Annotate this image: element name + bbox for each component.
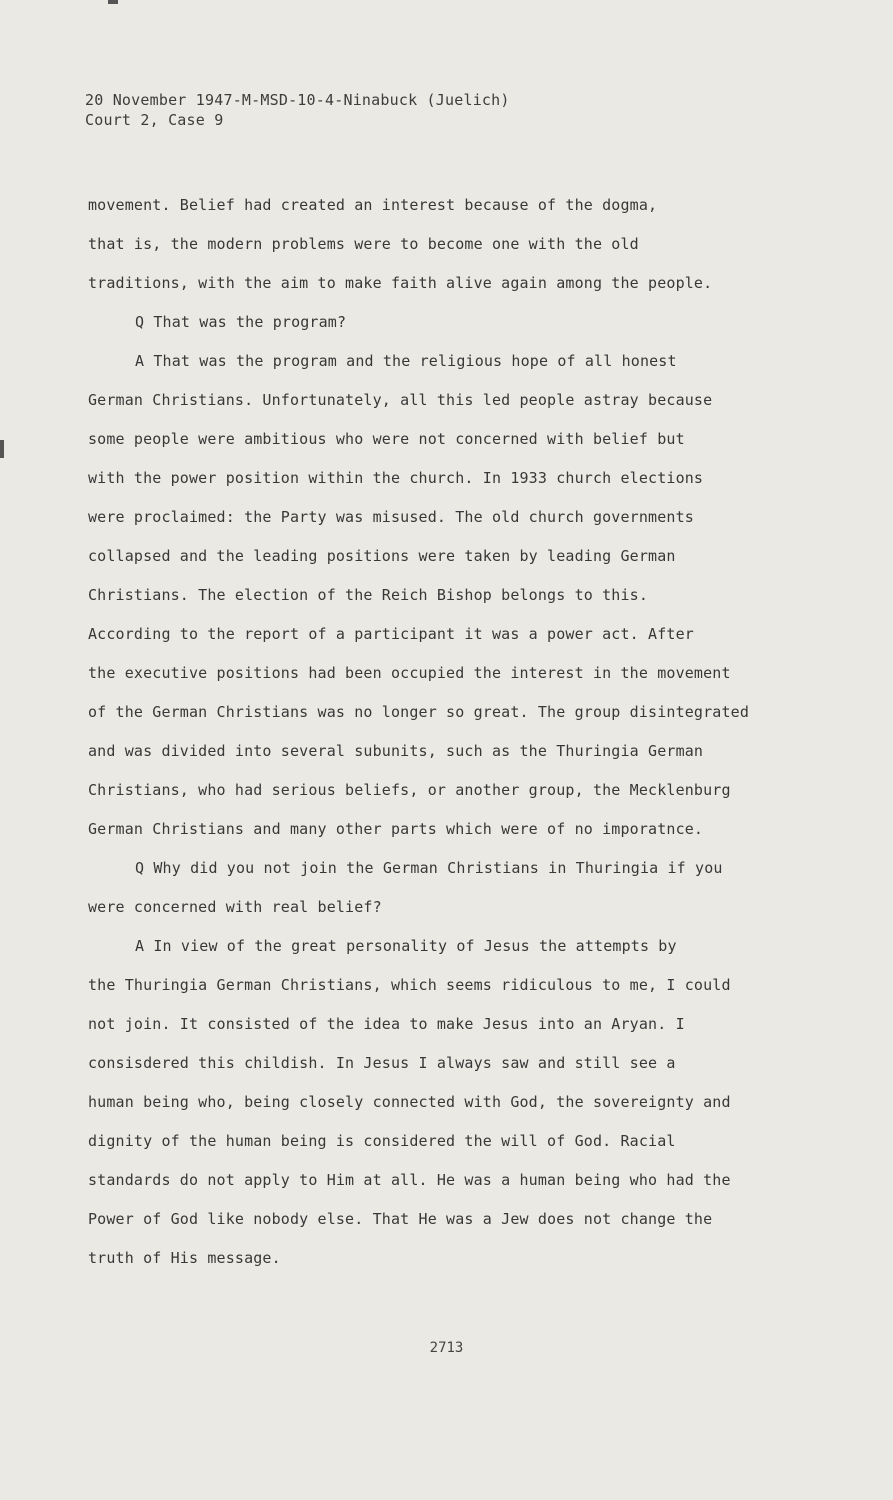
edge-mark [0, 440, 4, 458]
transcript-line: Christians. The election of the Reich Bishop belongs to this. [88, 586, 649, 604]
transcript-line: some people were ambitious who were not concerned with belief but [88, 430, 685, 448]
document-header [85, 90, 510, 130]
transcript-line: with the power position within the church. In 1933 church elections [88, 469, 704, 487]
transcript-line: A In view of the great personality of Jesus the attempts by [135, 937, 677, 955]
header-line-1: 20 November 1947-M-MSD-10-4-Ninabuck (Juelich) [85, 91, 510, 109]
transcript-line: German Christians. Unfortunately, all this led people astray because [88, 391, 713, 409]
transcript-line: of the German Christians was no longer so great. The group disintegrated [88, 703, 750, 721]
transcript-line: standards do not apply to Him at all. He was a human being who had the [88, 1171, 731, 1189]
transcript-line: consisdered this childish. In Jesus I always saw and still see a [88, 1054, 676, 1072]
transcript-line: According to the report of a participant it was a power act. After [88, 625, 694, 643]
transcript-line: were proclaimed: the Party was misused. The old church governments [88, 508, 694, 526]
transcript-body [88, 186, 808, 1278]
page-number: 2713 [429, 1340, 464, 1356]
transcript-line: traditions, with the aim to make faith alive again among the people. [88, 274, 713, 292]
transcript-line: movement. Belief had created an interest because of the dogma, [88, 196, 658, 214]
header-line-2: Court 2, Case 9 [85, 111, 224, 129]
transcript-line: were concerned with real belief? [88, 898, 382, 916]
transcript-line: that is, the modern problems were to become one with the old [88, 235, 639, 253]
transcript-line: the executive positions had been occupied the interest in the movement [88, 664, 731, 682]
transcript-line: German Christians and many other parts which were of no imporatnce. [88, 820, 704, 838]
transcript-line: human being who, being closely connected with God, the sovereignty and [88, 1093, 731, 1111]
transcript-line: Christians, who had serious beliefs, or another group, the Mecklenburg [88, 781, 731, 799]
transcript-line: Q That was the program? [135, 313, 347, 331]
transcript-line: dignity of the human being is considered the will of God. Racial [88, 1132, 676, 1150]
transcript-line: collapsed and the leading positions were taken by leading German [88, 547, 676, 565]
transcript-line: Power of God like nobody else. That He was a Jew does not change the [88, 1210, 713, 1228]
transcript-line: and was divided into several subunits, such as the Thuringia German [88, 742, 704, 760]
punch-mark [108, 0, 118, 4]
transcript-line: not join. It consisted of the idea to make Jesus into an Aryan. I [88, 1015, 685, 1033]
transcript-line: truth of His message. [88, 1249, 281, 1267]
transcript-line: the Thuringia German Christians, which seems ridiculous to me, I could [88, 976, 731, 994]
transcript-line: Q Why did you not join the German Christians in Thuringia if you [135, 859, 723, 877]
transcript-line: A That was the program and the religious hope of all honest [135, 352, 677, 370]
